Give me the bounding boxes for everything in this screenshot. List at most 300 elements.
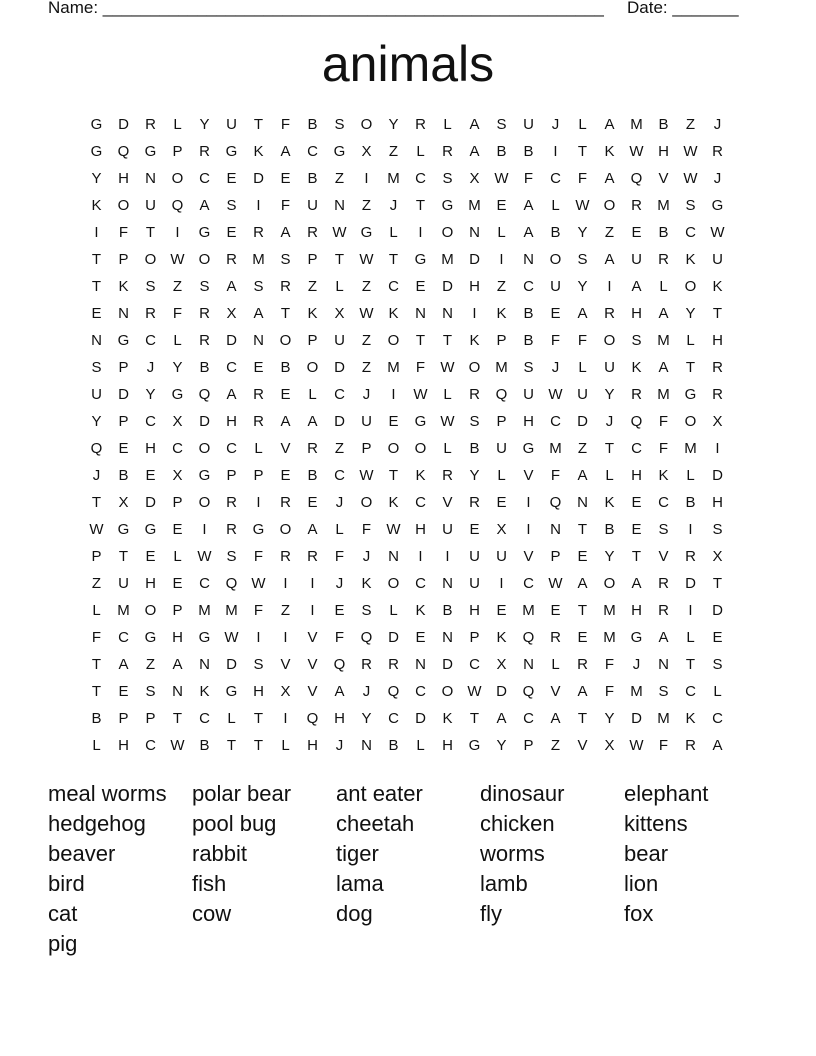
grid-letter: R: [685, 548, 696, 565]
grid-letter: M: [468, 197, 481, 214]
grid-letter: H: [523, 413, 534, 430]
grid-letter: C: [307, 143, 318, 160]
grid-letter: M: [225, 602, 238, 619]
word-list-item: cow: [192, 901, 232, 926]
word-list-item: ant eater: [336, 781, 423, 806]
grid-letter: W: [386, 521, 401, 538]
word-list-item: pig: [48, 931, 78, 956]
grid-letter: N: [442, 305, 453, 322]
grid-letter: P: [91, 548, 102, 565]
grid-letter: B: [523, 305, 534, 322]
grid-letter: E: [388, 413, 399, 430]
grid-letter: K: [118, 278, 129, 295]
grid-letter: C: [199, 575, 210, 592]
grid-letter: B: [658, 116, 669, 133]
grid-letter: W: [683, 170, 698, 187]
grid-letter: A: [226, 278, 237, 295]
word-list-item: dog: [336, 901, 373, 926]
grid-letter: C: [523, 278, 534, 295]
grid-letter: C: [334, 386, 345, 403]
grid-letter: I: [688, 602, 693, 619]
grid-letter: C: [145, 737, 156, 754]
grid-letter: T: [712, 305, 723, 322]
grid-letter: P: [253, 467, 264, 484]
grid-letter: U: [523, 116, 534, 133]
grid-letter: V: [658, 170, 669, 187]
grid-letter: A: [577, 575, 588, 592]
grid-letter: O: [414, 440, 427, 457]
grid-letter: M: [522, 602, 535, 619]
grid-letter: Z: [334, 440, 345, 457]
grid-letter: C: [334, 467, 345, 484]
grid-letter: R: [550, 629, 561, 646]
grid-letter: J: [551, 359, 560, 376]
grid-letter: R: [280, 494, 291, 511]
grid-letter: P: [523, 737, 534, 754]
grid-letter: A: [172, 656, 183, 673]
grid-letter: L: [227, 710, 236, 727]
grid-letter: M: [495, 359, 508, 376]
grid-letter: I: [688, 521, 693, 538]
grid-letter: Y: [388, 116, 399, 133]
grid-letter: C: [469, 656, 480, 673]
grid-letter: H: [469, 278, 480, 295]
grid-letter: S: [631, 332, 642, 349]
grid-letter: T: [91, 494, 102, 511]
grid-letter: H: [307, 737, 318, 754]
grid-letter: Y: [361, 710, 372, 727]
grid-letter: L: [416, 737, 425, 754]
grid-letter: Z: [604, 224, 615, 241]
grid-letter: K: [415, 602, 426, 619]
grid-letter: F: [361, 521, 372, 538]
grid-letter: C: [172, 440, 183, 457]
grid-letter: R: [307, 224, 318, 241]
grid-letter: C: [226, 440, 237, 457]
grid-letter: C: [712, 710, 723, 727]
grid-letter: S: [523, 359, 534, 376]
word-list-item: pool bug: [192, 811, 277, 836]
grid-letter: G: [144, 521, 157, 538]
grid-letter: U: [91, 386, 102, 403]
grid-letter: O: [171, 170, 184, 187]
grid-letter: M: [630, 683, 643, 700]
grid-letter: S: [496, 116, 507, 133]
grid-letter: F: [253, 602, 264, 619]
grid-letter: W: [224, 629, 239, 646]
grid-letter: U: [469, 575, 480, 592]
grid-letter: L: [92, 737, 101, 754]
grid-letter: A: [307, 521, 318, 538]
grid-letter: T: [712, 575, 723, 592]
grid-letter: P: [307, 251, 318, 268]
grid-letter: U: [712, 251, 723, 268]
grid-letter: G: [414, 413, 427, 430]
grid-letter: N: [415, 305, 426, 322]
grid-letter: B: [307, 116, 318, 133]
grid-letter: J: [632, 656, 641, 673]
grid-letter: N: [442, 575, 453, 592]
grid-letter: C: [415, 494, 426, 511]
grid-letter: P: [118, 251, 129, 268]
grid-letter: P: [118, 710, 129, 727]
grid-letter: Q: [90, 440, 103, 457]
word-list-item: bird: [48, 871, 85, 896]
grid-letter: E: [118, 683, 129, 700]
grid-letter: O: [603, 197, 616, 214]
grid-letter: P: [307, 332, 318, 349]
grid-letter: Q: [387, 683, 400, 700]
grid-letter: C: [550, 170, 561, 187]
grid-letter: O: [144, 251, 157, 268]
grid-letter: H: [712, 332, 723, 349]
grid-letter: Y: [496, 737, 507, 754]
grid-letter: O: [387, 575, 400, 592]
grid-letter: O: [387, 332, 400, 349]
grid-letter: C: [685, 683, 696, 700]
grid-letter: U: [523, 386, 534, 403]
grid-letter: K: [496, 305, 507, 322]
grid-letter: T: [280, 305, 291, 322]
grid-letter: O: [549, 251, 562, 268]
grid-letter: T: [91, 251, 102, 268]
grid-letter: Q: [198, 386, 211, 403]
page-title: animals: [321, 36, 495, 92]
grid-letter: C: [415, 170, 426, 187]
grid-letter: K: [631, 359, 642, 376]
grid-letter: U: [334, 332, 345, 349]
word-list-item: lama: [336, 871, 384, 896]
grid-letter: J: [713, 116, 722, 133]
word-list-item: chicken: [480, 811, 555, 836]
grid-letter: I: [283, 629, 288, 646]
grid-letter: E: [226, 170, 237, 187]
grid-letter: F: [604, 683, 615, 700]
word-list-item: rabbit: [192, 841, 248, 866]
grid-letter: U: [469, 548, 480, 565]
grid-letter: M: [387, 359, 400, 376]
grid-letter: L: [659, 278, 668, 295]
grid-letter: V: [442, 494, 453, 511]
grid-letter: G: [522, 440, 535, 457]
grid-letter: U: [631, 251, 642, 268]
grid-letter: A: [199, 197, 210, 214]
grid-letter: G: [117, 521, 130, 538]
grid-letter: J: [551, 116, 560, 133]
grid-letter: D: [631, 710, 642, 727]
grid-letter: X: [361, 143, 372, 160]
grid-letter: G: [198, 629, 211, 646]
grid-letter: T: [685, 656, 696, 673]
grid-letter: A: [226, 386, 237, 403]
grid-letter: C: [658, 494, 669, 511]
grid-letter: K: [604, 494, 615, 511]
grid-letter: D: [496, 683, 507, 700]
grid-letter: L: [551, 656, 560, 673]
grid-letter: G: [333, 143, 346, 160]
grid-letter: Y: [91, 170, 102, 187]
grid-letter: O: [144, 602, 157, 619]
grid-letter: N: [361, 737, 372, 754]
grid-letter: W: [197, 548, 212, 565]
grid-letter: D: [388, 629, 399, 646]
grid-letter: R: [658, 602, 669, 619]
grid-letter: F: [253, 548, 264, 565]
grid-letter: A: [604, 170, 615, 187]
grid-letter: U: [361, 413, 372, 430]
grid-letter: I: [364, 170, 369, 187]
grid-letter: X: [469, 170, 480, 187]
grid-letter: R: [145, 305, 156, 322]
grid-letter: F: [658, 413, 669, 430]
grid-letter: L: [605, 467, 614, 484]
grid-letter: F: [577, 170, 588, 187]
grid-letter: N: [199, 656, 210, 673]
grid-letter: R: [361, 656, 372, 673]
grid-letter: T: [415, 332, 426, 349]
grid-letter: H: [334, 710, 345, 727]
grid-letter: B: [307, 467, 318, 484]
grid-letter: W: [251, 575, 266, 592]
grid-letter: I: [310, 575, 315, 592]
grid-letter: F: [577, 332, 588, 349]
grid-letter: W: [629, 737, 644, 754]
grid-letter: X: [280, 683, 291, 700]
grid-letter: R: [307, 440, 318, 457]
grid-letter: W: [575, 197, 590, 214]
grid-letter: L: [551, 197, 560, 214]
grid-letter: N: [442, 629, 453, 646]
grid-letter: T: [91, 278, 102, 295]
grid-letter: R: [712, 386, 723, 403]
grid-letter: F: [334, 548, 345, 565]
grid-letter: G: [684, 386, 697, 403]
grid-letter: O: [198, 440, 211, 457]
grid-letter: F: [550, 332, 561, 349]
word-list-item: lamb: [480, 871, 528, 896]
grid-letter: M: [549, 440, 562, 457]
grid-letter: U: [226, 116, 237, 133]
grid-letter: H: [253, 683, 264, 700]
grid-letter: B: [604, 521, 615, 538]
grid-letter: D: [334, 413, 345, 430]
grid-letter: W: [494, 170, 509, 187]
grid-letter: C: [550, 413, 561, 430]
grid-letter: S: [442, 170, 453, 187]
grid-letter: N: [118, 305, 129, 322]
grid-letter: F: [334, 629, 345, 646]
grid-letter: Z: [361, 197, 372, 214]
grid-letter: T: [442, 332, 453, 349]
grid-letter: H: [145, 440, 156, 457]
grid-letter: U: [496, 440, 507, 457]
grid-letter: L: [389, 224, 398, 241]
grid-letter: B: [388, 737, 399, 754]
grid-letter: R: [658, 251, 669, 268]
grid-letter: V: [280, 656, 291, 673]
grid-letter: W: [170, 251, 185, 268]
grid-letter: L: [173, 332, 182, 349]
grid-letter: Z: [307, 278, 318, 295]
grid-letter: B: [199, 737, 210, 754]
grid-letter: E: [307, 494, 318, 511]
grid-letter: T: [577, 521, 588, 538]
grid-letter: B: [550, 224, 561, 241]
grid-letter: T: [145, 224, 156, 241]
grid-letter: A: [604, 251, 615, 268]
grid-letter: R: [253, 413, 264, 430]
grid-letter: R: [685, 737, 696, 754]
grid-letter: W: [440, 359, 455, 376]
grid-letter: U: [118, 575, 129, 592]
grid-letter: E: [415, 629, 426, 646]
grid-letter: R: [253, 386, 264, 403]
grid-letter: L: [497, 224, 506, 241]
grid-letter: F: [118, 224, 129, 241]
name-field-label: Name: _____________________________________________________: [48, 0, 604, 17]
grid-letter: E: [550, 305, 561, 322]
grid-letter: J: [362, 683, 371, 700]
grid-letter: G: [360, 224, 373, 241]
grid-letter: N: [145, 170, 156, 187]
grid-letter: R: [712, 143, 723, 160]
grid-letter: O: [198, 251, 211, 268]
grid-letter: L: [92, 602, 101, 619]
grid-letter: S: [253, 656, 264, 673]
grid-letter: X: [172, 467, 183, 484]
grid-letter: O: [468, 359, 481, 376]
grid-letter: C: [415, 575, 426, 592]
grid-letter: R: [226, 521, 237, 538]
grid-letter: Z: [388, 143, 399, 160]
grid-letter: F: [415, 359, 426, 376]
grid-letter: M: [117, 602, 130, 619]
grid-letter: E: [712, 629, 723, 646]
grid-letter: M: [603, 629, 616, 646]
grid-letter: R: [280, 548, 291, 565]
grid-letter: I: [256, 629, 261, 646]
grid-letter: O: [306, 359, 319, 376]
grid-letter: L: [308, 386, 317, 403]
grid-letter: L: [389, 602, 398, 619]
grid-letter: U: [604, 359, 615, 376]
grid-letter: P: [469, 629, 480, 646]
grid-letter: T: [577, 602, 588, 619]
grid-letter: M: [630, 116, 643, 133]
grid-letter: G: [225, 683, 238, 700]
grid-letter: Y: [577, 278, 588, 295]
grid-letter: D: [442, 278, 453, 295]
grid-letter: T: [577, 143, 588, 160]
grid-letter: Z: [496, 278, 507, 295]
grid-letter: L: [686, 629, 695, 646]
grid-letter: O: [198, 494, 211, 511]
grid-letter: H: [442, 737, 453, 754]
grid-letter: G: [90, 116, 103, 133]
grid-letter: E: [280, 170, 291, 187]
grid-letter: W: [710, 224, 725, 241]
grid-letter: V: [307, 629, 318, 646]
word-list-item: worms: [480, 841, 545, 866]
grid-letter: Q: [630, 170, 643, 187]
grid-letter: J: [389, 197, 398, 214]
grid-letter: K: [199, 683, 210, 700]
word-list-item: fly: [480, 901, 502, 926]
grid-letter: H: [712, 494, 723, 511]
grid-letter: I: [175, 224, 180, 241]
grid-letter: A: [307, 413, 318, 430]
grid-letter: L: [173, 548, 182, 565]
grid-letter: F: [658, 440, 669, 457]
grid-letter: R: [199, 332, 210, 349]
grid-letter: A: [577, 305, 588, 322]
grid-letter: F: [604, 656, 615, 673]
grid-letter: C: [118, 629, 129, 646]
grid-letter: H: [658, 143, 669, 160]
grid-letter: Z: [685, 116, 696, 133]
grid-letter: W: [629, 143, 644, 160]
grid-letter: A: [334, 683, 345, 700]
grid-letter: H: [226, 413, 237, 430]
grid-letter: J: [146, 359, 155, 376]
word-list-item: elephant: [624, 781, 709, 806]
grid-letter: G: [198, 467, 211, 484]
grid-letter: P: [496, 413, 507, 430]
grid-letter: Y: [91, 413, 102, 430]
grid-letter: G: [468, 737, 481, 754]
grid-letter: J: [713, 170, 722, 187]
grid-letter: L: [416, 143, 425, 160]
grid-letter: A: [469, 143, 480, 160]
grid-letter: D: [577, 413, 588, 430]
grid-letter: K: [685, 710, 696, 727]
grid-letter: Z: [334, 170, 345, 187]
grid-letter: K: [712, 278, 723, 295]
grid-letter: S: [658, 521, 669, 538]
grid-letter: I: [283, 710, 288, 727]
grid-letter: Q: [495, 386, 508, 403]
grid-letter: M: [252, 251, 265, 268]
grid-letter: L: [578, 116, 587, 133]
grid-letter: A: [577, 467, 588, 484]
grid-letter: R: [577, 656, 588, 673]
grid-letter: T: [253, 116, 264, 133]
grid-letter: R: [631, 197, 642, 214]
grid-letter: S: [658, 683, 669, 700]
grid-letter: E: [172, 521, 183, 538]
grid-letter: K: [91, 197, 102, 214]
grid-letter: O: [441, 683, 454, 700]
word-list-item: meal worms: [48, 781, 167, 806]
grid-letter: A: [577, 683, 588, 700]
grid-letter: O: [117, 197, 130, 214]
grid-letter: G: [117, 332, 130, 349]
grid-letter: F: [172, 305, 183, 322]
grid-letter: A: [280, 143, 291, 160]
grid-letter: S: [226, 548, 237, 565]
grid-letter: R: [199, 143, 210, 160]
grid-letter: R: [442, 467, 453, 484]
grid-letter: D: [712, 467, 723, 484]
grid-letter: I: [256, 494, 261, 511]
grid-letter: G: [252, 521, 265, 538]
grid-letter: B: [685, 494, 696, 511]
grid-letter: I: [418, 548, 423, 565]
grid-letter: Q: [225, 575, 238, 592]
grid-letter: N: [577, 494, 588, 511]
grid-letter: R: [604, 305, 615, 322]
grid-letter: E: [145, 548, 156, 565]
